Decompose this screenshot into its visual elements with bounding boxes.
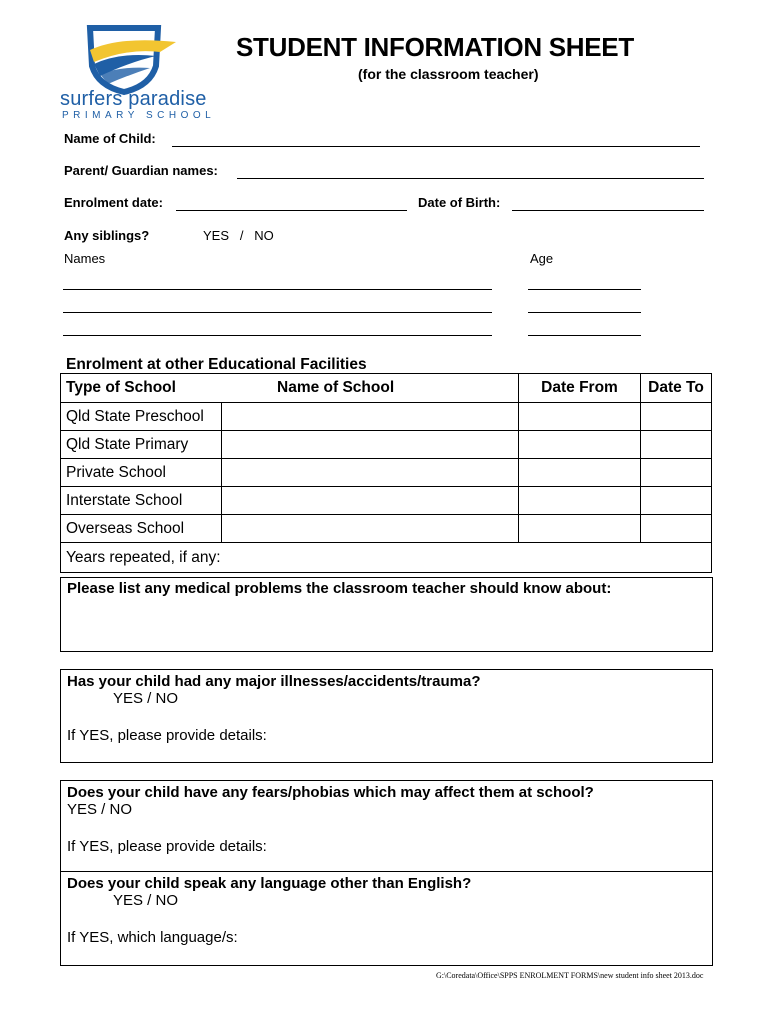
sibling-name-line[interactable] [63,312,492,313]
medical-problems-box[interactable] [60,577,713,652]
file-path-footer: G:\Coredata\Office\SPPS ENROLMENT FORMS\new student info sheet 2013.doc [436,971,704,980]
date-from-cell[interactable] [519,459,641,487]
date-from-cell[interactable] [519,403,641,431]
parent-guardian-field[interactable] [237,178,704,179]
sibling-age-label: Age [530,251,554,266]
school-type-cell: Interstate School [61,487,222,515]
date-to-cell[interactable] [641,431,712,459]
divider [61,871,712,872]
illness-yes-no[interactable]: YES / NO [113,690,179,707]
siblings-yes-no[interactable]: YES / NO [203,228,274,243]
illness-details-label: If YES, please provide details: [67,727,267,744]
date-from-cell[interactable] [519,431,641,459]
fears-details-label: If YES, please provide details: [67,838,267,855]
col-type-of-school: Type of School [61,374,222,403]
fears-yes-no[interactable]: YES / NO [67,801,133,818]
enrolment-date-field[interactable] [176,210,407,211]
school-type-cell: Qld State Primary [61,431,222,459]
name-of-school-cell[interactable] [221,403,519,431]
name-of-school-cell[interactable] [221,431,519,459]
school-name: surfers paradise [60,88,207,110]
sibling-names-label: Names [64,251,106,266]
col-date-to: Date To [641,374,712,403]
school-type-cell: Private School [61,459,222,487]
page-title: STUDENT INFORMATION SHEET [236,32,634,62]
years-repeated-field[interactable]: Years repeated, if any: [61,543,712,573]
date-to-cell[interactable] [641,515,712,543]
date-of-birth-label: Date of Birth: [418,195,501,210]
date-to-cell[interactable] [641,459,712,487]
sibling-age-line[interactable] [528,289,641,290]
name-of-school-cell[interactable] [221,459,519,487]
any-siblings-label: Any siblings? [64,228,150,243]
school-subtitle: PRIMARY SCHOOL [62,110,216,121]
sibling-age-line[interactable] [528,312,641,313]
language-details-label: If YES, which language/s: [67,929,238,946]
sibling-age-line[interactable] [528,335,641,336]
sibling-name-line[interactable] [63,289,492,290]
name-of-school-cell[interactable] [221,487,519,515]
fears-question: Does your child have any fears/phobias which may affect them at school? [67,784,594,801]
table-row [61,515,712,543]
language-yes-no[interactable]: YES / NO [113,892,179,909]
illness-box[interactable] [60,669,713,763]
enrolment-table [60,373,712,573]
name-of-child-field[interactable] [172,146,700,147]
col-date-from: Date From [519,374,641,403]
date-to-cell[interactable] [641,487,712,515]
enrolment-date-label: Enrolment date: [64,195,163,210]
date-from-cell[interactable] [519,487,641,515]
table-row [61,403,712,431]
date-from-cell[interactable] [519,515,641,543]
sibling-name-line[interactable] [63,335,492,336]
illness-question: Has your child had any major illnesses/accidents/trauma? [67,673,481,690]
medical-question: Please list any medical problems the classroom teacher should know about: [67,580,612,597]
date-to-cell[interactable] [641,403,712,431]
name-of-child-label: Name of Child: [64,131,156,146]
school-type-cell: Overseas School [61,515,222,543]
school-type-cell: Qld State Preschool [61,403,222,431]
name-of-school-cell[interactable] [221,515,519,543]
page-subtitle: (for the classroom teacher) [358,66,539,82]
enrolment-heading: Enrolment at other Educational Facilities [66,356,367,373]
language-question: Does your child speak any language other than English? [67,875,472,892]
date-of-birth-field[interactable] [512,210,704,211]
table-row [61,459,712,487]
parent-guardian-label: Parent/ Guardian names: [64,163,218,178]
table-row [61,431,712,459]
col-name-of-school: Name of School [221,374,519,403]
table-row [61,487,712,515]
fears-language-box [60,780,713,966]
